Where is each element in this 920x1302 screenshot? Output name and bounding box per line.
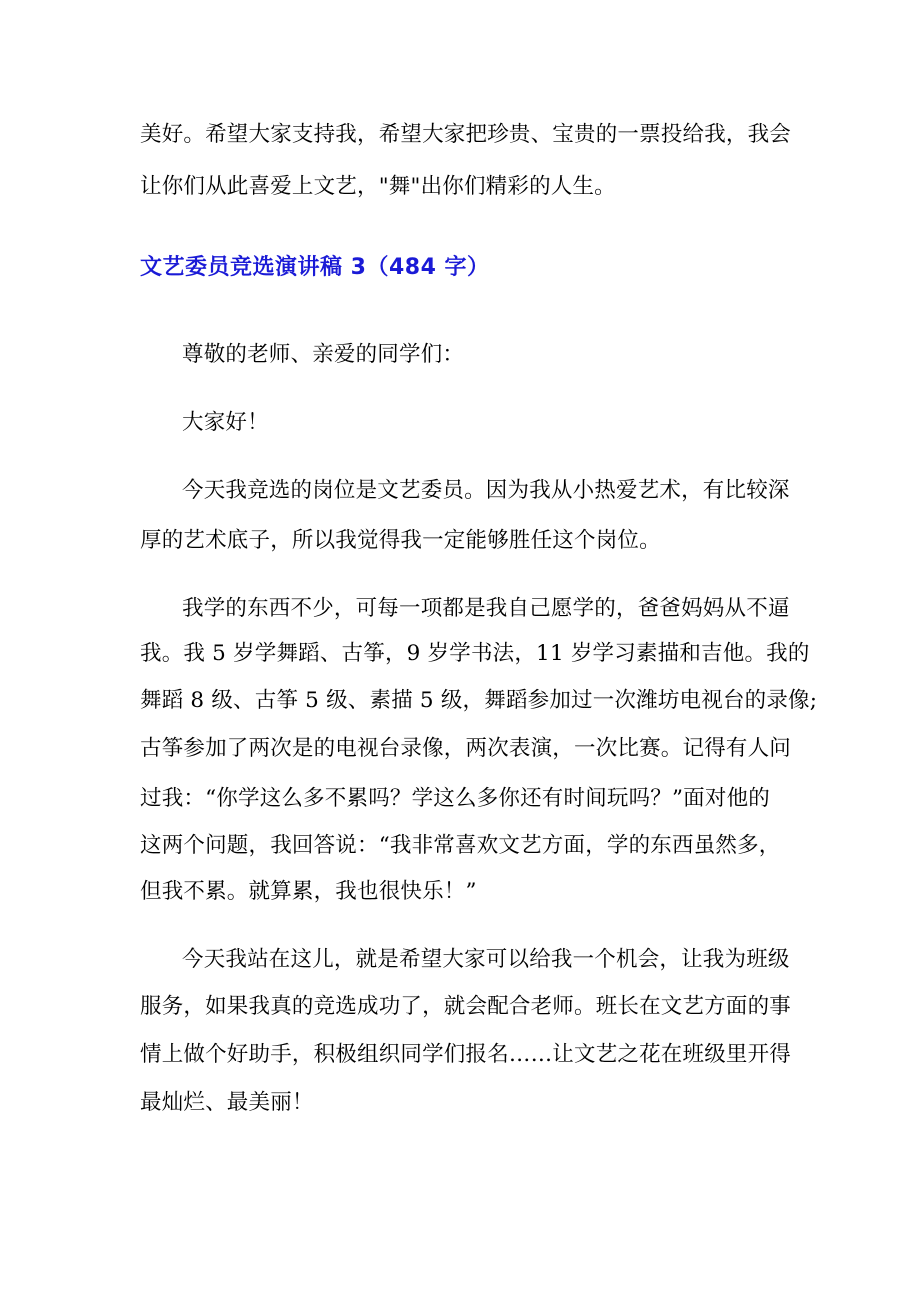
- intro-line: 让你们从此喜爱上文艺，"舞"出你们精彩的人生。: [140, 174, 616, 199]
- paragraph-line: 但我不累。就算累，我也很快乐！”: [140, 879, 477, 904]
- paragraph-line: 情上做个好助手，积极组织同学们报名……让文艺之花在班级里开得: [140, 1042, 792, 1067]
- paragraph-line: 过我：“你学这么多不累吗？学这么多你还有时间玩吗？”面对他的: [140, 786, 770, 811]
- paragraph-line: 今天我站在这儿，就是希望大家可以给我一个机会，让我为班级: [182, 947, 790, 972]
- salutation: 尊敬的老师、亲爱的同学们：: [182, 342, 465, 367]
- paragraph-line: 舞蹈 8 级、古筝 5 级、素描 5 级，舞蹈参加过一次潍坊电视台的录像;: [140, 688, 818, 713]
- paragraph-line: 古筝参加了两次是的电视台录像，两次表演，一次比赛。记得有人问: [140, 736, 792, 761]
- greeting: 大家好！: [182, 410, 269, 435]
- paragraph-line: 我。我 5 岁学舞蹈、古筝，9 岁学书法，11 岁学习素描和吉他。我的: [140, 641, 810, 666]
- intro-line: 美好。希望大家支持我，希望大家把珍贵、宝贵的一票投给我，我会: [140, 122, 792, 147]
- paragraph-line: 服务，如果我真的竞选成功了，就会配合老师。班长在文艺方面的事: [140, 994, 792, 1019]
- paragraph-line: 厚的艺术底子，所以我觉得我一定能够胜任这个岗位。: [140, 528, 661, 553]
- paragraph-line: 今天我竞选的岗位是文艺委员。因为我从小热爱艺术，有比较深: [182, 478, 790, 503]
- paragraph-line: 我学的东西不少，可每一项都是我自己愿学的，爸爸妈妈从不逼: [182, 596, 790, 621]
- paragraph-line: 这两个问题，我回答说：“我非常喜欢文艺方面，学的东西虽然多，: [140, 833, 781, 858]
- paragraph-line: 最灿烂、最美丽！: [140, 1090, 314, 1115]
- section-heading: 文艺委员竞选演讲稿 3（484 字）: [140, 255, 490, 280]
